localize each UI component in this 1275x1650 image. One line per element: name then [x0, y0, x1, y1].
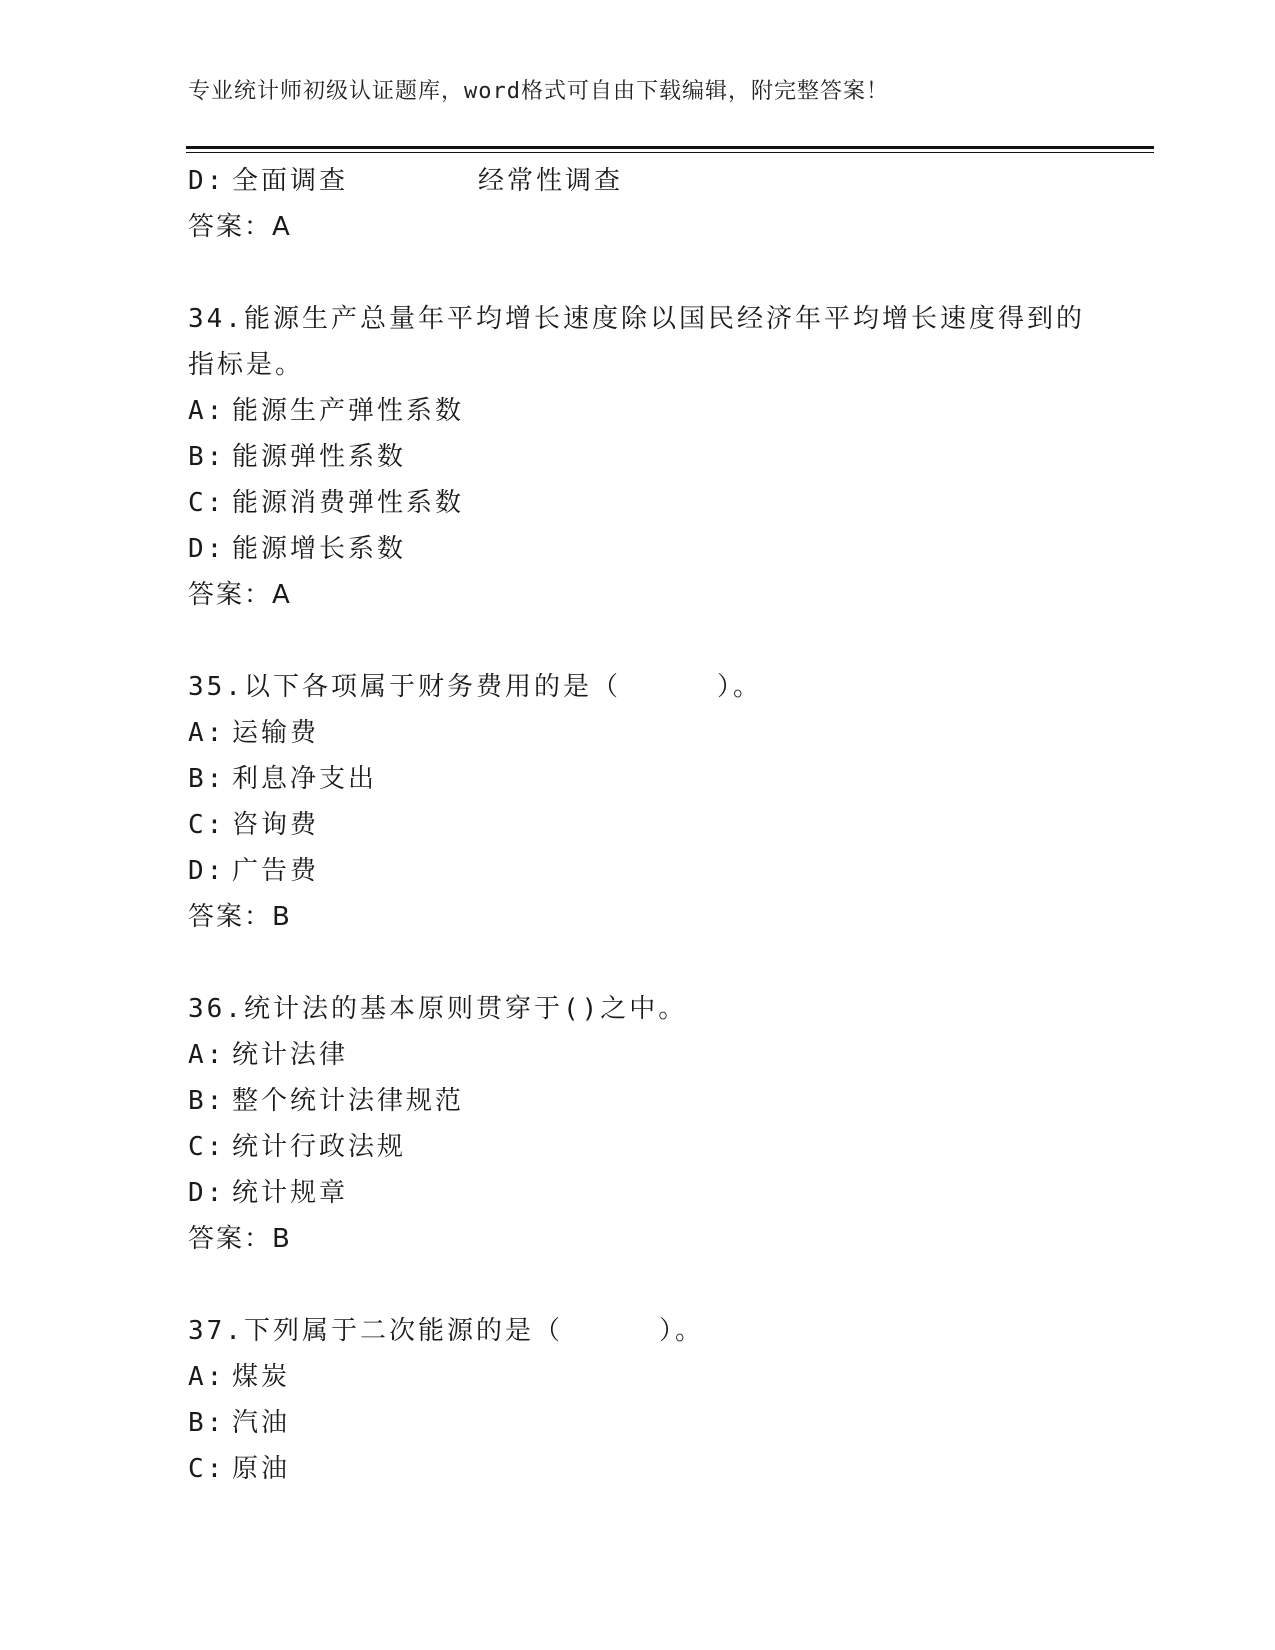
answer-line: 答案：A — [188, 580, 292, 610]
option-label: C: — [188, 1132, 226, 1162]
option-text: 运输费 — [232, 718, 320, 748]
answer-line: 答案：A — [188, 212, 292, 242]
option-text: 利息净支出 — [232, 764, 378, 794]
answer-line: 答案：B — [188, 902, 292, 932]
option-text: 汽油 — [232, 1408, 291, 1438]
option-a-row — [188, 1354, 1088, 1400]
option-text: 统计规章 — [232, 1178, 349, 1208]
option-d-row — [188, 848, 1088, 894]
option-label: A: — [188, 718, 226, 748]
stem-text-end: ）。 — [716, 672, 762, 702]
option-text: 统计行政法规 — [232, 1132, 407, 1162]
option-text: 煤炭 — [232, 1362, 291, 1392]
question-stem-continued: 指标是。 — [188, 350, 305, 380]
question-stem: 36.统计法的基本原则贯穿于()之中。 — [188, 994, 688, 1024]
option-label: C: — [188, 1454, 226, 1484]
option-label: D: — [188, 534, 226, 564]
spacer — [188, 1262, 1088, 1308]
option-label: D: — [188, 1178, 226, 1208]
header-rule-thin — [186, 152, 1154, 153]
option-text: 原油 — [232, 1454, 291, 1484]
page-header: 专业统计师初级认证题库，word格式可自由下载编辑，附完整答案！ — [188, 79, 889, 104]
option-label: C: — [188, 488, 226, 518]
option-text: 能源增长系数 — [232, 534, 407, 564]
question-stem — [188, 664, 1088, 710]
option-text: 能源生产弹性系数 — [232, 396, 465, 426]
option-a-row — [188, 710, 1088, 756]
option-b-row — [188, 1078, 1088, 1124]
option-label: B: — [188, 764, 226, 794]
option-d-row — [188, 1170, 1088, 1216]
option-label: A: — [188, 1362, 226, 1392]
option-c-row — [188, 480, 1088, 526]
option-text: 能源消费弹性系数 — [232, 488, 465, 518]
question-list — [188, 158, 1088, 1492]
spacer — [188, 618, 1088, 664]
spacer — [188, 250, 1088, 296]
option-text: 全面调查 — [232, 166, 349, 196]
option-b-row — [188, 1400, 1088, 1446]
stem-text: 37.下列属于二次能源的是（ — [188, 1316, 563, 1346]
header-rule-thick — [186, 146, 1154, 149]
option-text: 整个统计法律规范 — [232, 1086, 465, 1116]
question-stem: 34.能源生产总量年平均增长速度除以国民经济年平均增长速度得到的 — [188, 304, 1085, 334]
option-label: D: — [188, 166, 226, 196]
option-text: 统计法律 — [232, 1040, 349, 1070]
option-d-row — [188, 526, 1088, 572]
option-text: 咨询费 — [232, 810, 320, 840]
option-text: 能源弹性系数 — [232, 442, 407, 472]
stem-text-end: ）。 — [658, 1316, 704, 1346]
question-stem — [188, 1308, 1088, 1354]
option-b-row — [188, 756, 1088, 802]
option-label: B: — [188, 442, 226, 472]
option-label: A: — [188, 1040, 226, 1070]
spacer — [188, 940, 1088, 986]
option-label: B: — [188, 1086, 226, 1116]
option-text: 广告费 — [232, 856, 320, 886]
option-c-row — [188, 1124, 1088, 1170]
option-label: D: — [188, 856, 226, 886]
option-b-row — [188, 434, 1088, 480]
option-label: C: — [188, 810, 226, 840]
stem-text: 35.以下各项属于财务费用的是（ — [188, 672, 621, 702]
option-a-row — [188, 1032, 1088, 1078]
option-c-row — [188, 802, 1088, 848]
option-label: B: — [188, 1408, 226, 1438]
option-d-row — [188, 158, 1088, 204]
option-label: A: — [188, 396, 226, 426]
option-text-secondary: 经常性调查 — [478, 166, 624, 196]
answer-line: 答案：B — [188, 1224, 292, 1254]
option-a-row — [188, 388, 1088, 434]
option-c-row — [188, 1446, 1088, 1492]
